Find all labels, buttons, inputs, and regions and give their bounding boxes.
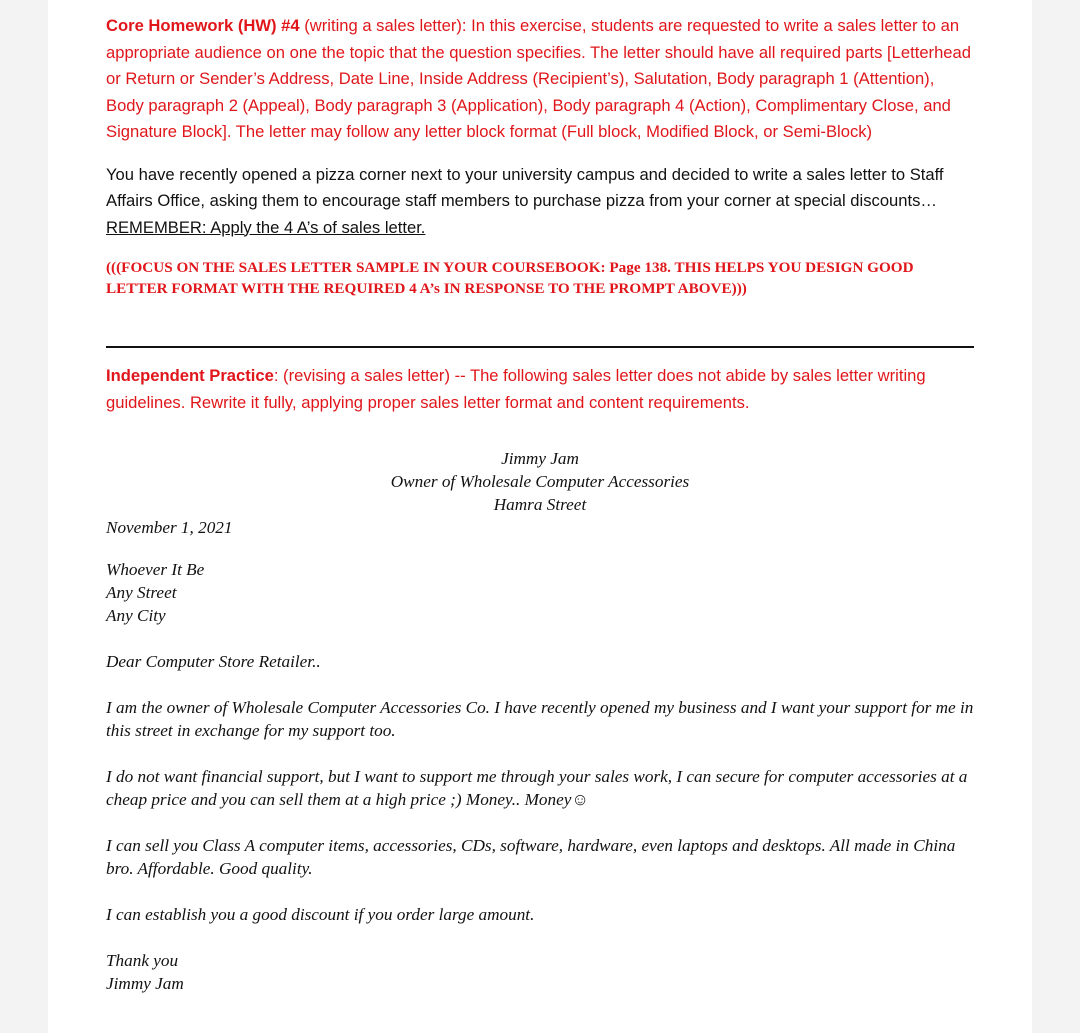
body-paragraph-4: I can establish you a good discount if you order large amount.	[106, 905, 535, 924]
letterhead-name: Jimmy Jam	[501, 449, 579, 468]
body-paragraph-3: I can sell you Class A computer items, accessories, CDs, software, hardware, even laptops and desktops. All made in China bro. Affordable. Good quality.	[106, 836, 956, 878]
letterhead-street: Hamra Street	[493, 495, 587, 514]
sample-letter	[106, 447, 976, 995]
salutation: Dear Computer Store Retailer..	[106, 652, 321, 671]
body-paragraph-1: I am the owner of Wholesale Computer Accessories Co. I have recently opened my business and I want your support for me in this street in exchange for my support too.	[106, 698, 974, 740]
independent-practice-paragraph	[106, 363, 976, 416]
focus-note: (((FOCUS ON THE SALES LETTER SAMPLE IN YOUR COURSEBOOK: Page 138. THIS HELPS YOU DESIGN GOOD LETTER FORMAT WITH THE REQUIRED 4 A’s IN RESPONSE TO THE PROMPT ABOVE)))	[106, 259, 914, 297]
core-homework-text: (writing a sales letter): In this exercise, students are requested to write a sales letter to an appropriate audience on one the topic that the question specifies. The letter should have all required parts [Letterhead or Return or Sender’s Address, Date Line, Inside Address (Recipient’s), Salutation, Body paragraph 1 (Attention), Body paragraph 2 (Appeal), Body paragraph 3 (Application), Body paragraph 4 (Action), Complimentary Close, and Signature Block]. The letter may follow any letter block format (Full block, Modified Block, or Semi-Block)	[106, 16, 971, 141]
document-page	[48, 0, 1032, 1033]
independent-practice-title: Independent Practice	[106, 366, 274, 385]
letterhead	[106, 447, 974, 516]
core-homework-title: Core Homework (HW) #4	[106, 16, 300, 35]
inside-address-city: Any City	[106, 606, 166, 625]
remember-note: REMEMBER: Apply the 4 A’s of sales letter.	[106, 217, 426, 237]
section-divider	[106, 346, 974, 348]
document-content	[106, 13, 976, 995]
independent-practice-text: : (revising a sales letter) -- The following sales letter does not abide by sales letter writing guidelines. Rewrite it fully, applying proper sales letter format and content requirements.	[106, 366, 926, 412]
date-line: November 1, 2021	[106, 518, 233, 537]
task-prompt-text: You have recently opened a pizza corner next to your university campus and decided to write a sales letter to Staff Affairs Office, asking them to encourage staff members to purchase pizza from your corner at special discounts…	[106, 164, 944, 210]
task-prompt-paragraph	[106, 162, 976, 242]
body-paragraph-2: I do not want financial support, but I want to support me through your sales work, I can secure for computer accessories at a cheap price and you can sell them at a high price ;) Money.. Money☺	[106, 767, 968, 809]
complimentary-close: Thank you	[106, 951, 179, 970]
core-homework-paragraph	[106, 13, 976, 146]
inside-address	[106, 558, 976, 627]
inside-address-name: Whoever It Be	[106, 560, 205, 579]
signature-block: Jimmy Jam	[106, 974, 184, 993]
inside-address-street: Any Street	[106, 583, 177, 602]
letterhead-title: Owner of Wholesale Computer Accessories	[390, 472, 690, 491]
